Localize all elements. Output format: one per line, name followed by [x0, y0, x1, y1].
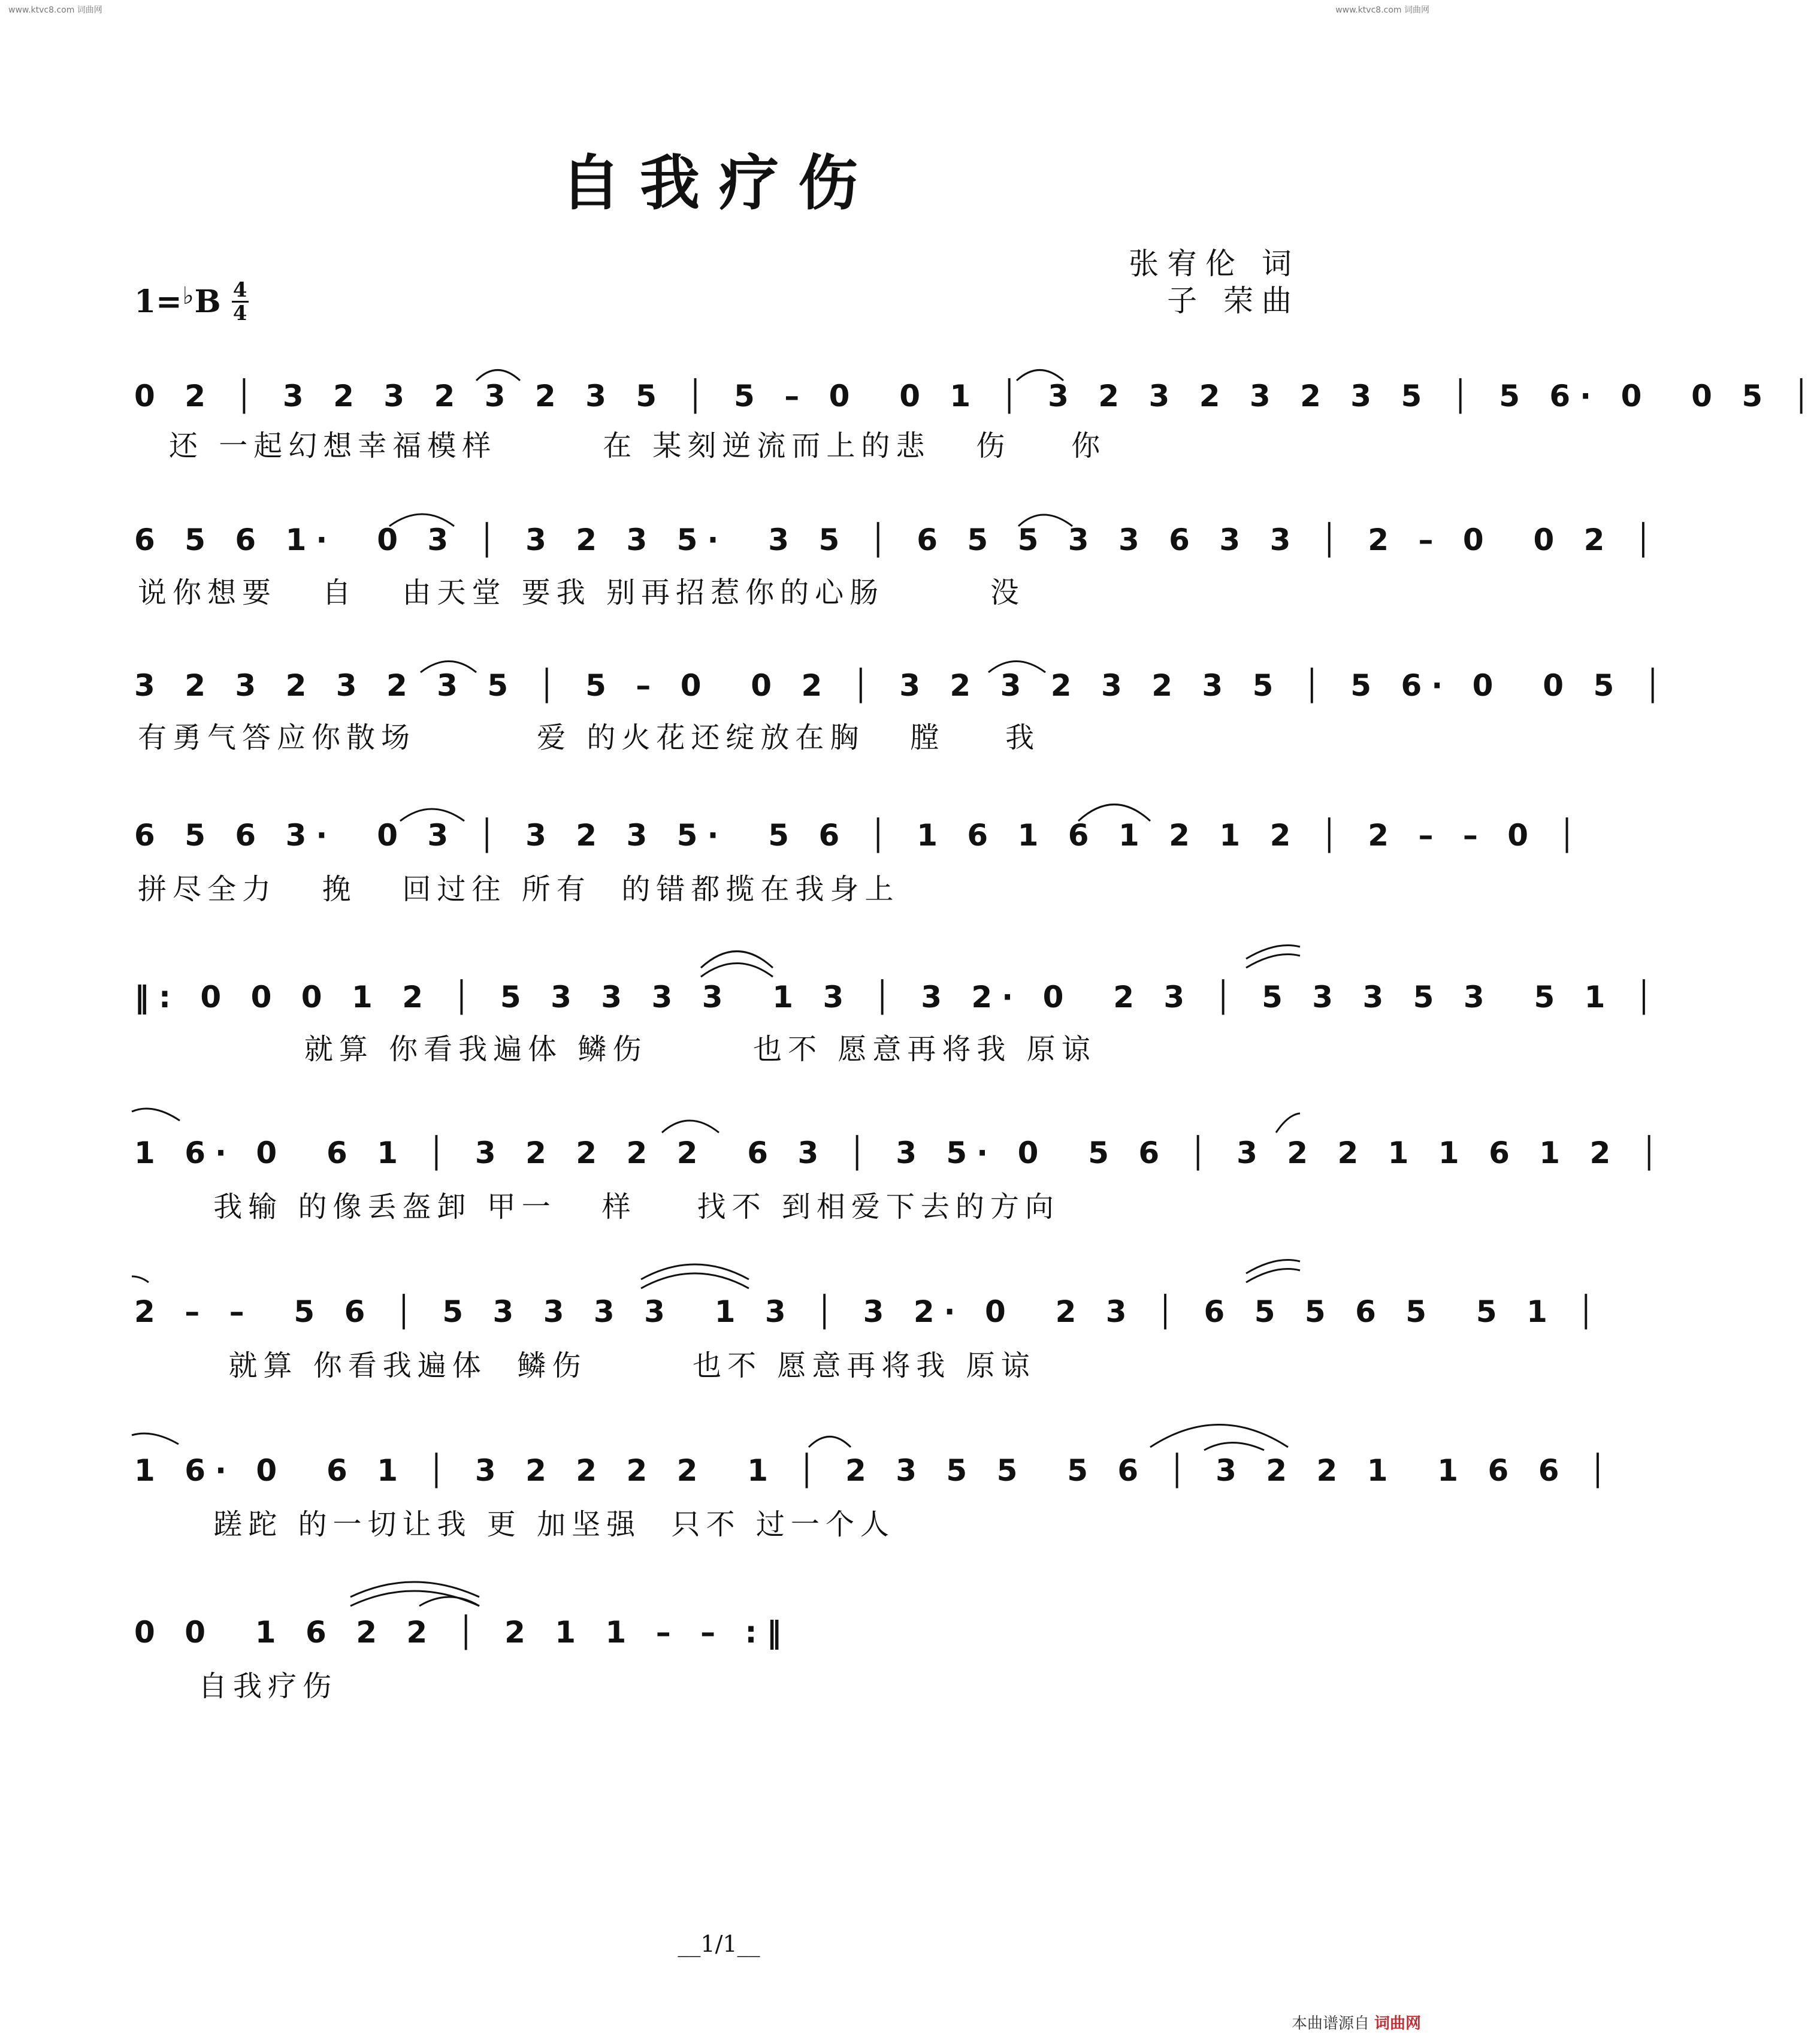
- song-title: 自我疗伤: [561, 147, 877, 218]
- notation-line-6: 1 6· 0 6 1 │ 3 2 2 2 2 6 3 │ 3 5· 0 5 6 │ 3 2 2 1 1 6 1 2 │: [134, 1136, 1668, 1170]
- slur: [350, 1582, 479, 1597]
- notation-line-8: 1 6· 0 6 1 │ 3 2 2 2 2 1 │ 2 3 5 5 5 6 │ 3 2 2 1 1 6 6 │: [134, 1453, 1616, 1488]
- time-bottom: 4: [232, 301, 247, 325]
- lyrics-line-6: 我输 的像丢盔卸 甲一 样 找不 到相爱下去的方向: [138, 1190, 1060, 1224]
- slur: [1246, 1269, 1300, 1283]
- slur: [641, 1264, 749, 1279]
- lyrics-line-1: 还 一起幻想幸福模样 在 某刻逆流而上的悲 伤 你: [169, 429, 1106, 463]
- key-signature: [134, 278, 249, 327]
- notation-line-3: 3 2 3 2 3 2 3 5 │ 5 – 0 0 2 │ 3 2 3 2 3 2 3 5 │ 5 6· 0 0 5 │: [134, 668, 1671, 703]
- slur: [132, 1433, 179, 1444]
- watermark-left: www.ktvc8.com 词曲网: [8, 5, 102, 15]
- lyrics-line-9: 自我疗伤: [138, 1669, 338, 1703]
- time-top: 4: [232, 278, 247, 302]
- lyricist-credit: 张宥伦 词: [1129, 246, 1300, 281]
- lyrics-line-8: 蹉跎 的一切让我 更 加坚强 只不 过一个人: [138, 1508, 895, 1541]
- slur: [132, 1109, 180, 1121]
- watermark-right: www.ktvc8.com 词曲网: [1335, 5, 1429, 15]
- lyrics-line-2: 说你想要 自 由天堂 要我 别再招惹你的心肠 没: [138, 576, 1025, 609]
- flat-icon: ♭: [182, 282, 194, 310]
- notation-line-4: 6 5 6 3· 0 3 │ 3 2 3 5· 5 6 │ 1 6 1 6 1 2 1 2 │ 2 – – 0 │: [134, 818, 1586, 853]
- logo-text: 本曲谱源自: [1291, 2015, 1369, 2033]
- lyrics-line-5: 就算 你看我遍体 鳞伤 也不 愿意再将我 原谅: [138, 1032, 1096, 1066]
- slur: [1246, 955, 1300, 968]
- slur: [419, 1597, 479, 1606]
- key-prefix: 1=: [134, 283, 182, 320]
- slur: [1204, 1443, 1264, 1451]
- page-number: __1/1__: [678, 1931, 760, 1957]
- slur: [809, 1437, 851, 1448]
- logo-brand: 词曲网: [1374, 2015, 1421, 2033]
- slur: [1276, 1113, 1300, 1133]
- key-note: B: [194, 283, 221, 320]
- notation-line-7: 2 – – 5 6 │ 5 3 3 3 3 1 3 │ 3 2· 0 2 3 │ 6 5 5 6 5 5 1 │: [134, 1294, 1605, 1329]
- slur: [701, 964, 773, 977]
- source-logo: [1292, 2011, 1421, 2033]
- notation-line-9: 0 0 1 6 2 2 │ 2 1 1 – – :‖: [134, 1615, 791, 1650]
- slur: [641, 1273, 749, 1288]
- slur: [132, 1276, 149, 1282]
- lyrics-line-7: 就算 你看我遍体 鳞伤 也不 愿意再将我 原谅: [138, 1349, 1036, 1382]
- lyrics-line-4: 拼尽全力 挽 回过往 所有 的错都揽在我身上: [138, 872, 900, 906]
- notation-line-5: ‖: 0 0 0 1 2 │ 5 3 3 3 3 1 3 │ 3 2· 0 2 3 │ 5 3 3 5 3 5 1 │: [134, 980, 1662, 1015]
- slur: [701, 952, 773, 968]
- notation-line-1: 0 2 │ 3 2 3 2 3 2 3 5 │ 5 – 0 0 1 │ 3 2 3 2 3 2 3 5 │ 5 6· 0 0 5 │: [134, 379, 1820, 413]
- lyrics-line-3: 有勇气答应你散场 爱 的火花还绽放在胸 膛 我: [138, 721, 1041, 754]
- time-signature: [232, 279, 249, 324]
- notation-line-2: 6 5 6 1· 0 3 │ 3 2 3 5· 3 5 │ 6 5 5 3 3 6 3 3 │ 2 – 0 0 2 │: [134, 523, 1662, 557]
- composer-credit: 子 荣曲: [1167, 283, 1300, 318]
- slur: [662, 1121, 719, 1133]
